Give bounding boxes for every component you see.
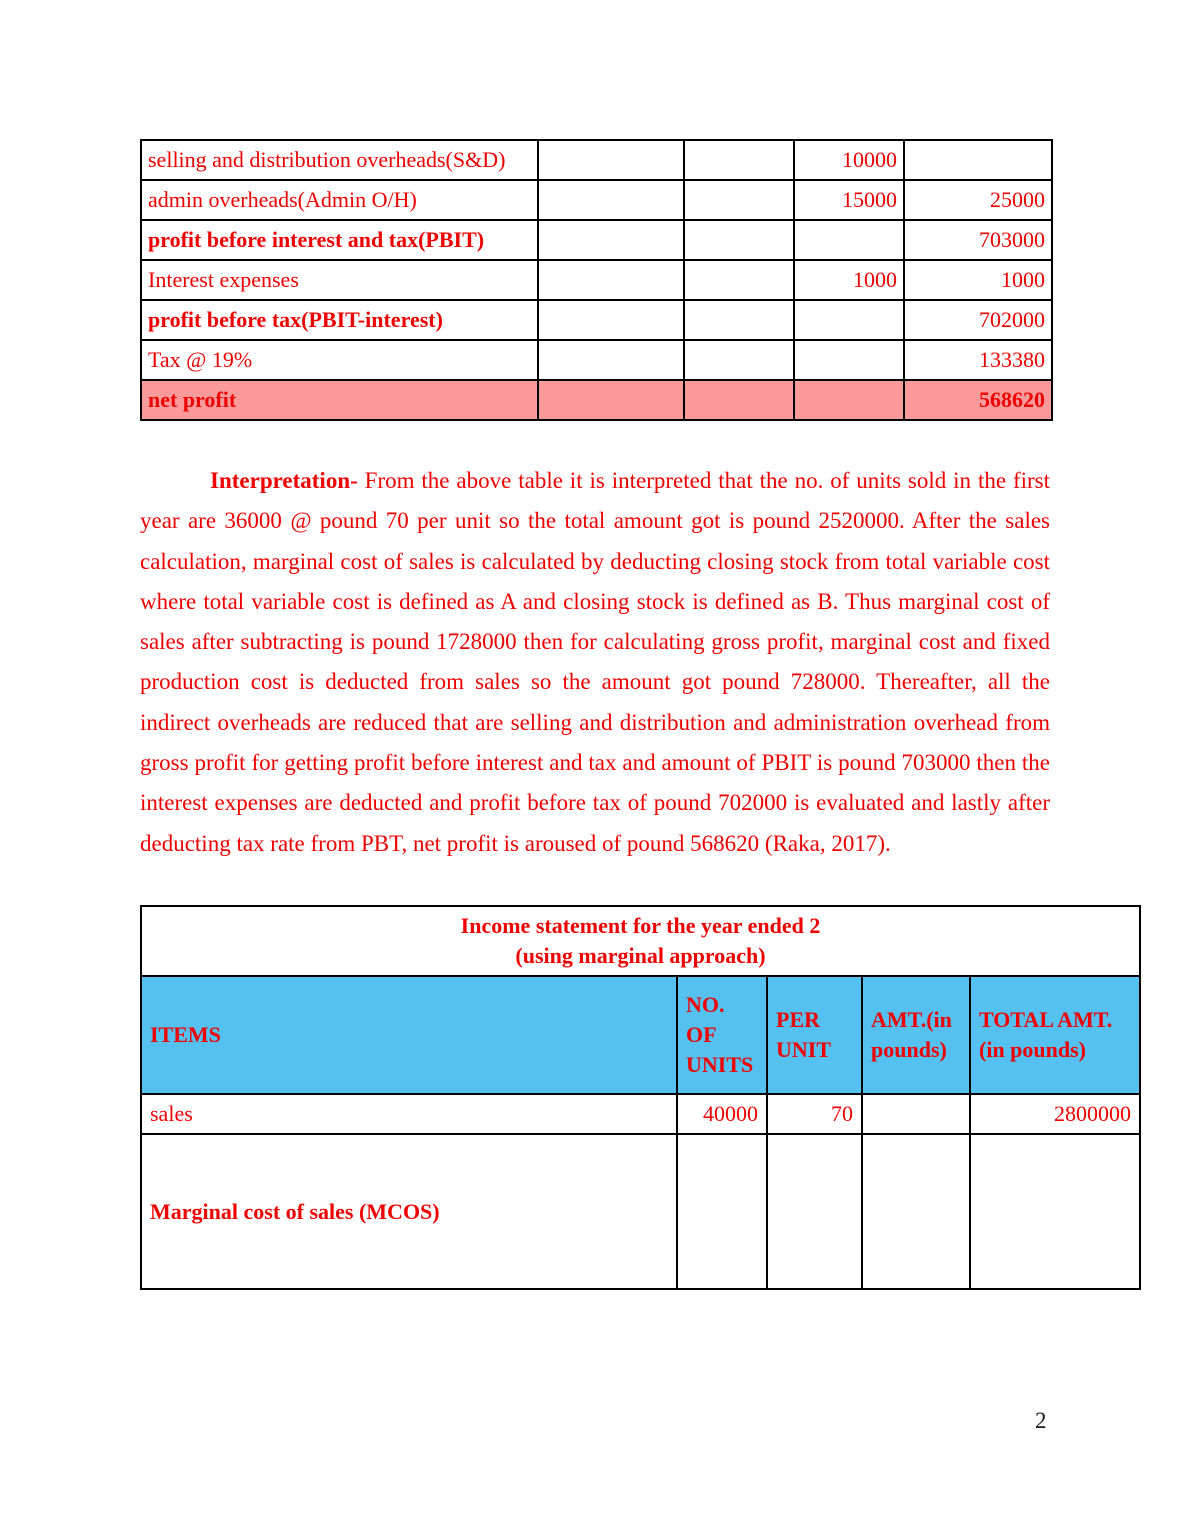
row-label: selling and distribution overheads(S&D)	[141, 140, 538, 180]
total-cell	[904, 140, 1052, 180]
interpretation-label: Interpretation-	[210, 468, 358, 493]
row-label: profit before tax(PBIT-interest)	[141, 300, 538, 340]
row-label: profit before interest and tax(PBIT)	[141, 220, 538, 260]
income-statement-year2-table	[140, 905, 1141, 1290]
table-row	[141, 1134, 1140, 1289]
empty-cell	[684, 380, 794, 420]
empty-cell	[538, 180, 684, 220]
table-header-row	[141, 976, 1140, 1094]
empty-cell	[684, 340, 794, 380]
table-row	[141, 220, 1052, 260]
empty-cell	[684, 300, 794, 340]
amount-cell: 1000	[794, 260, 904, 300]
table-title	[141, 906, 1140, 976]
per-unit-cell: 70	[767, 1094, 862, 1134]
header-no-of-units: NO. OF UNITS	[677, 976, 767, 1094]
units-cell: 40000	[677, 1094, 767, 1134]
table-title-line1: Income statement for the year ended 2	[460, 913, 821, 938]
row-label: Marginal cost of sales (MCOS)	[141, 1134, 677, 1289]
amount-cell	[794, 300, 904, 340]
interpretation-text: From the above table it is interpreted that the no. of units sold in the first year are 36000 @ pound 70 per unit so the total amount got is pound 2520000. After the sales calculation, marginal cost of sales is calculated by deducting closing stock from total variable cost where total variable cost is defined as A and closing stock is defined as B. Thus marginal cost of sales after subtracting is pound 1728000 then for calculating gross profit, marginal cost and fixed production cost is deducted from sales so the amount got pound 728000. Thereafter, all the indirect overheads are reduced that are selling and distribution and administration overhead from gross profit for getting profit before interest and tax and amount of PBIT is pound 703000 then the interest expenses are deducted and profit before tax of pound 702000 is evaluated and lastly after deducting tax rate from PBT, net profit is aroused of pound 568620 (Raka, 2017).	[140, 468, 1050, 856]
empty-cell	[538, 380, 684, 420]
amount-cell	[794, 380, 904, 420]
interpretation-paragraph	[140, 461, 1050, 864]
table-row	[141, 260, 1052, 300]
total-cell: 133380	[904, 340, 1052, 380]
income-statement-year1-table	[140, 139, 1053, 421]
total-cell: 568620	[904, 380, 1052, 420]
total-cell: 702000	[904, 300, 1052, 340]
table-row	[141, 300, 1052, 340]
total-cell	[970, 1134, 1140, 1289]
table-row	[141, 340, 1052, 380]
empty-cell	[684, 140, 794, 180]
row-label: sales	[141, 1094, 677, 1134]
amount-cell	[794, 220, 904, 260]
total-cell: 703000	[904, 220, 1052, 260]
amount-cell	[862, 1094, 970, 1134]
table-title-row	[141, 906, 1140, 976]
amount-cell	[794, 340, 904, 380]
table-row	[141, 140, 1052, 180]
empty-cell	[538, 220, 684, 260]
empty-cell	[684, 260, 794, 300]
empty-cell	[538, 260, 684, 300]
table-row	[141, 1094, 1140, 1134]
amount-cell	[862, 1134, 970, 1289]
empty-cell	[538, 300, 684, 340]
empty-cell	[684, 220, 794, 260]
total-cell: 25000	[904, 180, 1052, 220]
table-title-line2: (using marginal approach)	[515, 943, 766, 968]
per-unit-cell	[767, 1134, 862, 1289]
units-cell	[677, 1134, 767, 1289]
header-amt: AMT.(in pounds)	[862, 976, 970, 1094]
row-label: Tax @ 19%	[141, 340, 538, 380]
amount-cell: 10000	[794, 140, 904, 180]
row-label: Interest expenses	[141, 260, 538, 300]
empty-cell	[538, 140, 684, 180]
header-per-unit: PER UNIT	[767, 976, 862, 1094]
empty-cell	[684, 180, 794, 220]
net-profit-row	[141, 380, 1052, 420]
empty-cell	[538, 340, 684, 380]
header-total-amt: TOTAL AMT. (in pounds)	[970, 976, 1140, 1094]
amount-cell: 15000	[794, 180, 904, 220]
table-row	[141, 180, 1052, 220]
header-items: ITEMS	[141, 976, 677, 1094]
page-number: 2	[1035, 1408, 1047, 1433]
row-label: admin overheads(Admin O/H)	[141, 180, 538, 220]
row-label: net profit	[141, 380, 538, 420]
total-cell: 2800000	[970, 1094, 1140, 1134]
total-cell: 1000	[904, 260, 1052, 300]
